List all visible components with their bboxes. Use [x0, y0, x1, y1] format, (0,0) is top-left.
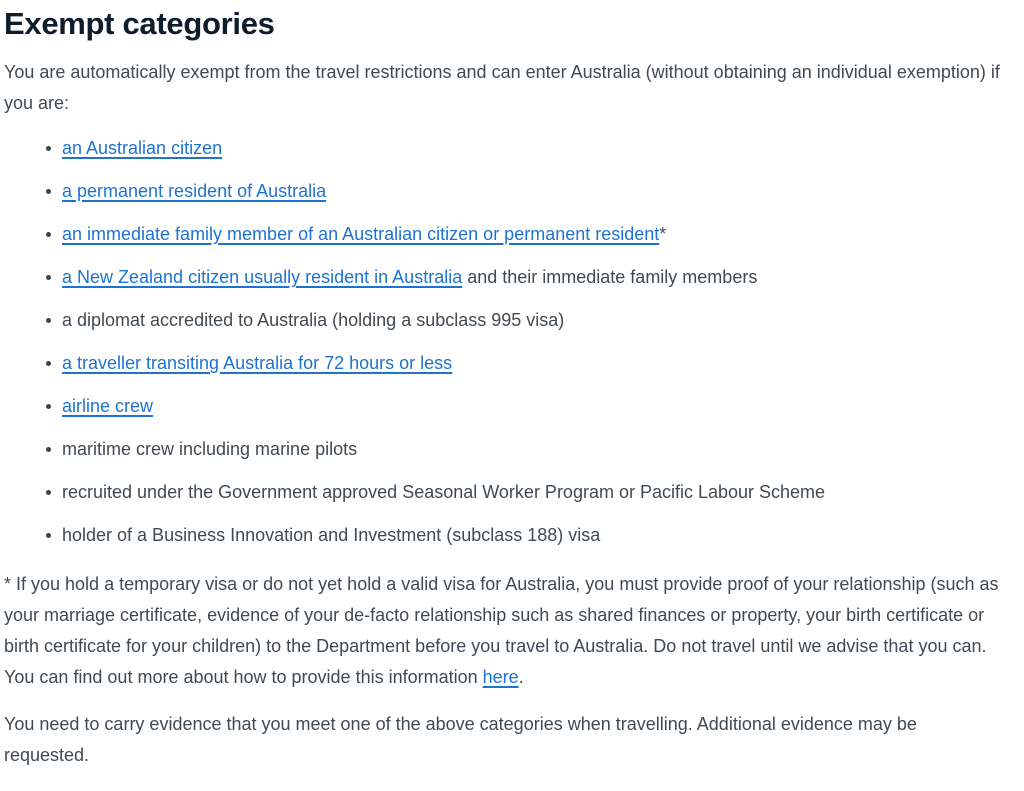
list-item-text: recruited under the Government approved Seasonal Worker Program or Pacific Labour Scheme [62, 482, 826, 502]
exempt-category-link[interactable]: a traveller transiting Australia for 72 hours or less [62, 353, 453, 373]
footnote-text: * If you hold a temporary visa or do not yet hold a valid visa for Australia, you must provide proof of your relationship (such as your marriage certificate, evidence of your de-facto relationship such as shared finances or property, your birth certificate or birth certificate for your children) to the Department before you travel to Australia. Do not travel until we advise that you can. You can find out more about how to provide this information [4, 574, 999, 687]
list-item-text: holder of a Business Innovation and Investment (subclass 188) visa [62, 525, 601, 545]
list-item [62, 522, 1004, 549]
footnote-here-link[interactable]: here [482, 667, 519, 687]
exempt-category-link[interactable]: a New Zealand citizen usually resident in Australia [62, 267, 463, 287]
exempt-category-link[interactable]: an immediate family member of an Australian citizen or permanent resident [62, 224, 660, 244]
list-item [62, 307, 1004, 334]
list-item-text: a diplomat accredited to Australia (holding a subclass 995 visa) [62, 310, 565, 330]
intro-paragraph: You are automatically exempt from the travel restrictions and can enter Australia (without obtaining an individual exemption) if you are: [4, 62, 1000, 113]
list-item [62, 350, 1004, 377]
list-item [62, 436, 1004, 463]
closing-paragraph: You need to carry evidence that you meet one of the above categories when travelling. Additional evidence may be requested. [4, 714, 917, 765]
footnote-paragraph [4, 569, 1004, 693]
exempt-categories-list [4, 135, 1004, 549]
list-item [62, 135, 1004, 162]
list-item [62, 393, 1004, 420]
list-item [62, 221, 1004, 248]
exempt-category-link[interactable]: a permanent resident of Australia [62, 181, 327, 201]
exempt-category-link[interactable]: airline crew [62, 396, 154, 416]
list-item-text: maritime crew including marine pilots [62, 439, 358, 459]
list-item [62, 479, 1004, 506]
list-item [62, 178, 1004, 205]
exempt-category-link[interactable]: an Australian citizen [62, 138, 223, 158]
exempt-categories-section [4, 6, 1004, 771]
page-title: Exempt categories [4, 6, 275, 41]
list-item-text: * [659, 224, 667, 244]
footnote-period: . [518, 667, 524, 687]
list-item-text: and their immediate family members [462, 267, 758, 287]
list-item [62, 264, 1004, 291]
